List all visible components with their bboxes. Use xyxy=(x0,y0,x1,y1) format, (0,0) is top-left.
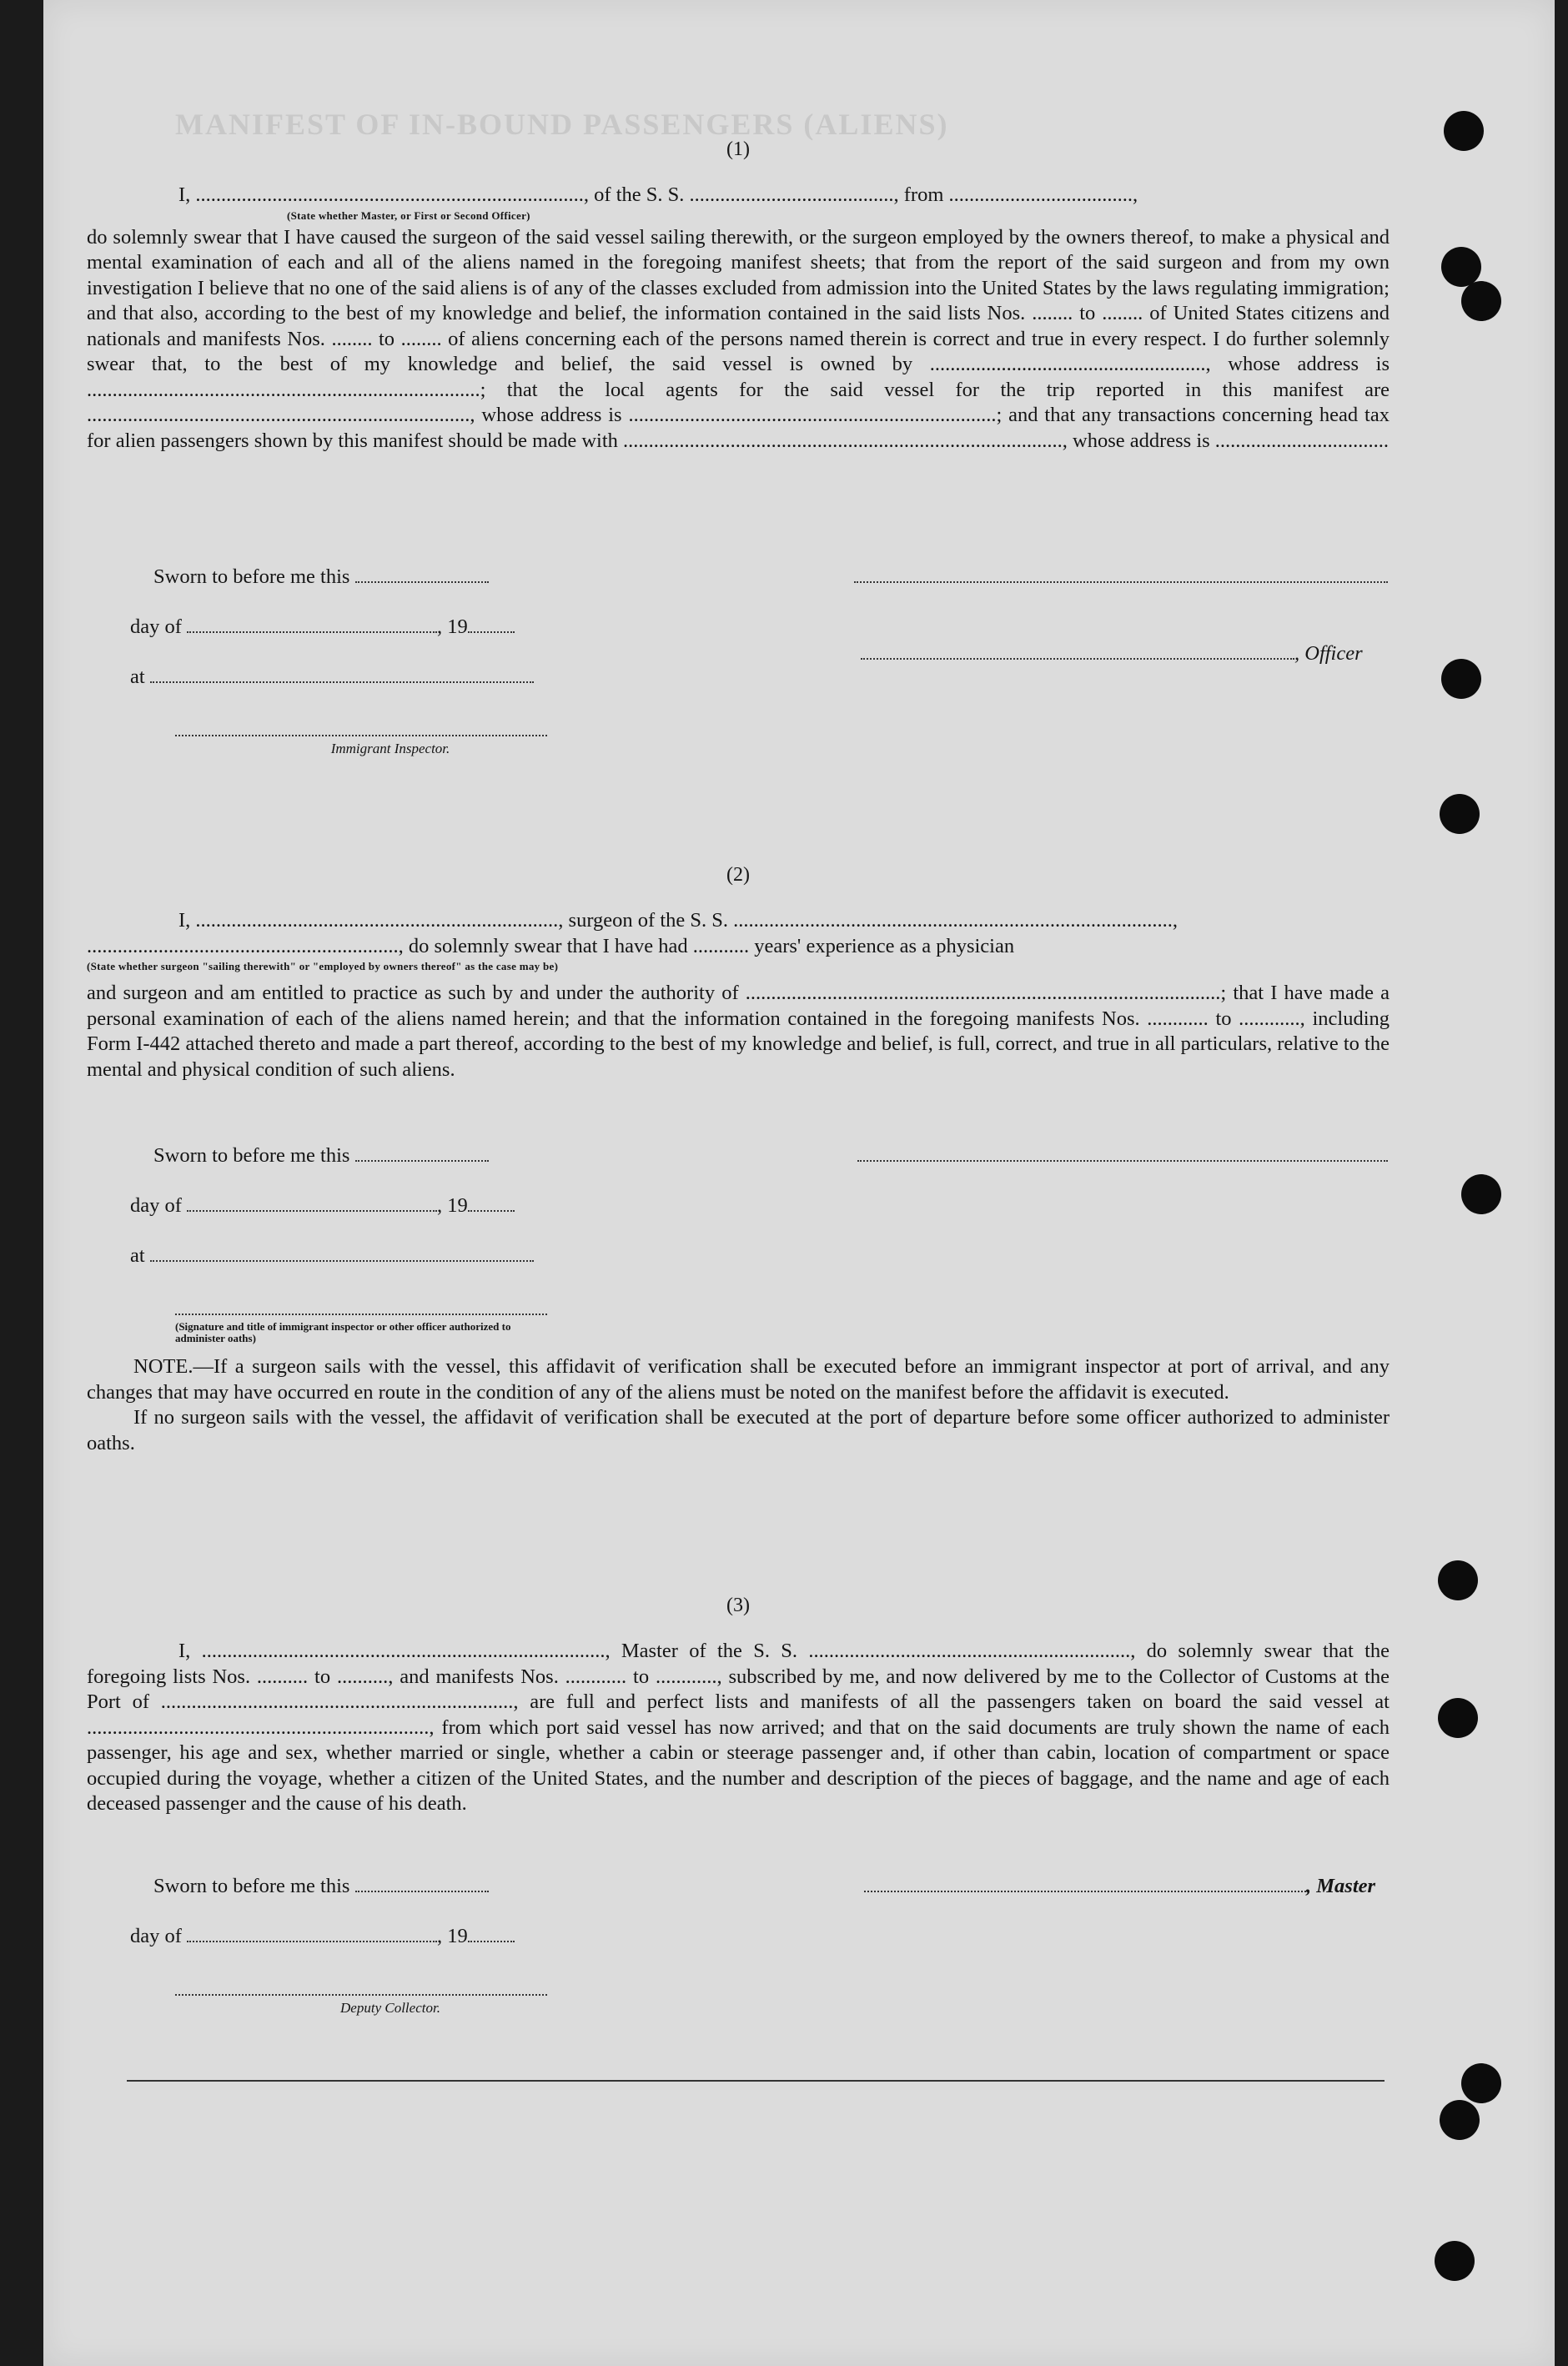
s2-inspector-line xyxy=(175,1298,547,1321)
section-2-note-1: NOTE.—If a surgeon sails with the vessel, this affidavit of verification shall be executed before an immigrant inspector at port of arrival, and any changes that may have occurred en route in the condition of any of the aliens must be noted on the manifest before the affidavit is executed. xyxy=(87,1355,1390,1404)
s1-officer-sig-blank xyxy=(854,566,1388,583)
s3-sworn-blank xyxy=(355,1876,489,1892)
s3-day-label: day of xyxy=(130,1925,182,1947)
s1-sworn xyxy=(153,565,489,589)
s3-day-blank xyxy=(187,1926,437,1942)
section-2-number: (2) xyxy=(726,864,750,886)
s3-collector-blank xyxy=(175,1979,547,1996)
s1-day-blank xyxy=(187,616,437,633)
s1-year-blank xyxy=(468,616,515,633)
section-2 xyxy=(87,864,1390,1083)
binder-hole-5 xyxy=(1440,794,1480,834)
binder-hole-8 xyxy=(1438,1698,1478,1738)
s2-sig-note: (Signature and title of immigrant inspector or other officer authorized to administer oaths) xyxy=(175,1320,511,1344)
s3-day xyxy=(130,1925,515,1948)
s2-officer-sig-blank xyxy=(857,1145,1388,1162)
s3-sworn xyxy=(153,1875,489,1898)
section-1-body: do solemnly swear that I have caused the surgeon of the said vessel sailing therewith, or the surgeon employed by the owners thereof, to make a physical and mental examination of each and all of the aliens named in the foregoing manifest sheets; that from the report of the said surgeon and from my own investigation I believe that no one of the said aliens is of any of the classes excluded from admission into the United States by the laws regulating immigration; and that also, according to the best of my knowledge and belief, the information contained in the said lists Nos. ........ to ........ of United States citizens and nationals and manifests Nos. ........ to ........ of aliens concerning each of the persons named therein is correct and true in every respect. I do further solemnly swear that, to the best of my knowledge and belief, the said vessel is owned by ......................................................, whose address is .............................................................................; that the local agents for the said vessel for the trip reported in this manifest are ..........................................................................., whose address is ........................................................................; and that any transactions concerning head tax for alien passengers shown by this manifest should be made with ......................................................................................, whose address is .................................. xyxy=(87,225,1390,452)
s2-at-label: at xyxy=(130,1244,145,1267)
s1-day xyxy=(130,615,515,639)
s2-day-blank xyxy=(187,1195,437,1212)
s3-year-blank xyxy=(468,1926,515,1942)
s2-inspector-blank xyxy=(175,1299,547,1315)
binder-hole-3 xyxy=(1461,281,1501,321)
s1-year-label: , 19 xyxy=(437,615,468,638)
section-2-body: and surgeon and am entitled to practice as such by and under the authority of .............................................................................................; that I have made a personal examination of each of the aliens named herein; and that the information contained in the foregoing manifests Nos. ............ to ............, including Form I-442 attached thereto and made a part thereof, according to the best of my knowledge and belief, is full, correct, and true in all particulars, relative to the mental and physical condition of such aliens. xyxy=(87,982,1390,1081)
s1-officer-line xyxy=(854,565,1388,589)
s3-collector-line xyxy=(175,1978,547,2002)
section-1 xyxy=(87,138,1390,454)
s1-officer-blank xyxy=(861,643,1294,660)
s2-day xyxy=(130,1194,515,1218)
section-2-hint: (State whether surgeon "sailing therewith" or "employed by owners thereof" as the case may be) xyxy=(87,960,559,972)
section-2-lead: I, ......................................................................., surgeon of the S. S. ......................................................................................, xyxy=(178,909,1178,932)
section-2-note-2: If no surgeon sails with the vessel, the affidavit of verification shall be executed at the port of departure before some officer authorized to administer oaths. xyxy=(87,1406,1390,1454)
s1-sworn-label: Sworn to before me this xyxy=(153,565,350,588)
binder-hole-2 xyxy=(1441,247,1481,287)
section-3-body: I, ..............................................................................., Master of the S. S. ..............................................................., do solemnly swear that the foregoing lists Nos. .......... to .........., and manifests Nos. ............ to ............, subscribed by me, and now delivered by me to the Collector of Customs at the Port of ....................................................................., are full and perfect lists and manifests of all the passengers taken on board the said vessel at ..................................................................., from which port said vessel has now arrived; and that on the said documents are truly shown the name of each passenger, his age and sex, whether married or single, whether a cabin or steerage passenger and, if other than cabin, location of compartment or space occupied during the voyage, whether a citizen of the United States, and the number and description of the pieces of baggage, and the name and age of each deceased passenger and the cause of his death. xyxy=(87,1640,1390,1815)
binder-hole-7 xyxy=(1438,1560,1478,1600)
s1-inspector-blank xyxy=(175,720,547,736)
section-3 xyxy=(87,1595,1390,1817)
bottom-rule xyxy=(127,2080,1385,2082)
binder-hole-6 xyxy=(1461,1174,1501,1214)
s2-at xyxy=(130,1244,534,1268)
s1-inspector-line xyxy=(175,719,547,742)
s1-at xyxy=(130,666,534,689)
binder-hole-4 xyxy=(1441,659,1481,699)
s2-day-label: day of xyxy=(130,1194,182,1217)
section-2-notes xyxy=(87,1354,1390,1456)
s2-officer-line xyxy=(857,1144,1388,1168)
s2-at-blank xyxy=(150,1245,534,1262)
s1-officer xyxy=(861,642,1363,666)
section-1-lead: I, ............................................................................, of the S. S. ........................................, from ...................................., xyxy=(178,183,1138,206)
section-1-number: (1) xyxy=(726,138,750,160)
section-3-number: (3) xyxy=(726,1595,750,1616)
bleed-through-header: MANIFEST OF IN-BOUND PASSENGERS (ALIENS) xyxy=(175,108,949,141)
s3-master xyxy=(864,1875,1375,1898)
s3-master-label: , Master xyxy=(1306,1875,1376,1897)
s3-sworn-label: Sworn to before me this xyxy=(153,1875,350,1897)
s3-master-blank xyxy=(864,1876,1306,1892)
s1-at-blank xyxy=(150,666,534,683)
s1-day-label: day of xyxy=(130,615,182,638)
binder-hole-10 xyxy=(1440,2100,1480,2140)
s3-year-label: , 19 xyxy=(437,1925,468,1947)
section-1-hint: (State whether Master, or First or Second Officer) xyxy=(287,208,530,222)
section-2-line2: ............................................................., do solemnly swear that I have had ........... years' experience as a physician xyxy=(87,934,1015,957)
s2-sworn-label: Sworn to before me this xyxy=(153,1144,350,1167)
s2-year-label: , 19 xyxy=(437,1194,468,1217)
s1-officer-label: , Officer xyxy=(1294,642,1363,665)
s2-sworn-blank xyxy=(355,1145,489,1162)
s1-sworn-blank xyxy=(355,566,489,583)
binder-hole-11 xyxy=(1435,2241,1475,2281)
s2-year-blank xyxy=(468,1195,515,1212)
s1-at-label: at xyxy=(130,666,145,688)
s2-sworn xyxy=(153,1144,489,1168)
binder-hole-9 xyxy=(1461,2063,1501,2103)
s1-inspector-label: Immigrant Inspector. xyxy=(330,741,450,756)
binder-hole-1 xyxy=(1444,111,1484,151)
s3-collector-label: Deputy Collector. xyxy=(340,2000,440,2016)
